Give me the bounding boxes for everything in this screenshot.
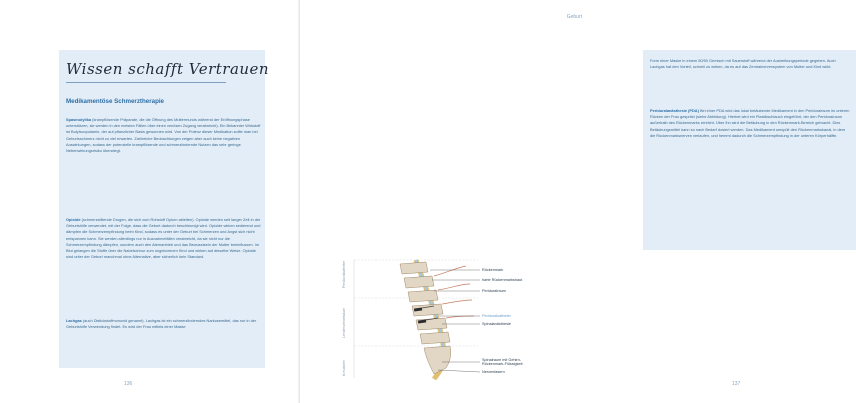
paragraph-text: Bei einer PDA wird das lokal betäubende Medikament in den Periduralraum im unteren Rücken der Frau gespritzt (siehe Abbildung). Hierbei wird ein Plastikschlauch eingeführt, der den Periduralraum außerhalb des Rückenmarks erreicht. Über ihn wird die Betäubung in den Rückenmark-Bereich gebracht. Dies Betäubungsmittel kann so nach Bedarf dosiert werden. Das Medikament umspült den Rückenmarkskanal, in dem die Rückenmarksnerven verlaufen, und hemmt dadurch die Schmerzempfindung in der unteren Körperhälfte. [650,108,850,138]
side-label-3: Kreuzbein [342,359,346,376]
page-number-right: 137 [732,381,741,387]
paragraph-lachgas [66,318,261,330]
paragraph-lead: Spasmolytika [66,117,92,122]
paragraph-lachgas-cont [650,58,850,70]
paragraph-text: Form einer Maske in einem 50/50 Gemisch mit Sauerstoff während der Austreibungsperiode gegeben. Auch Lachgas hat den Vorteil, schnell zu wirken, da es auf das Zentralnervensystem von Mutter und Kind wirkt. [650,58,836,70]
page-number-left: 136 [124,381,133,387]
label-periduralraum: Periduralraum [482,289,506,293]
left-page [0,0,300,403]
handwritten-title: Wissen schafft Vertrauen [66,60,270,78]
label-rueckenmark: Rückenmark [482,268,504,272]
paragraph-spasmolytika [66,117,261,154]
side-label-1: Periduralkatheter [342,260,346,288]
label-spinalanaesthesie: Spinalanästhesie [482,322,511,326]
paragraph-lead: Lachgas [66,318,82,323]
spine-illustration [338,258,568,380]
paragraph-lead: Opioide [66,217,81,222]
paragraph-pda [650,108,850,139]
paragraph-text: (schmerzstillende Drogen, die sich vom Rohstoff Opium ableiten). Opioide werden seit langer Zeit in der Geburtshilfe verwendet, mit der Folge, dass die Geburt dadurch beschleunigt wird. Opioide wirken sedierend und dämpfen die Schmerzempfindung beim Kind, sodass es unter der Geburt bei Schmerzen und Angst sich nicht entspannen kann. Sie werden allerdings nur in Ausnahmefällen verabreicht, da sie nicht nur die Schmerzempfindung dämpfen, sondern auch den Atemantrieb und das Bewusstsein der Mutter beeinflussen. Im Blut gelangen die Stoffe über die Nabelschnur zum ungeborenen Kind und wirken auf dieselbe Weise. Opioide sind unter der Geburt manchmal ohne Alternative, aber sicherlich kein Standard. [66,217,261,260]
paragraph-text: (krampflösende Präparate, die die Öffnung des Muttermunds während der Eröffnungsphase unterstützen, sie werden in den meisten Fällen über einen venösen Zugang verabreicht). Ein Bekannter Wirkstoff ist Butylscopolamin, der auf pflanzlicher Basis gewonnen wird. Von der Potenz dieser Medikation sollte man bei Geburtsschmerz nicht zu viel erwarten. Zahlreiche Beobachtungen zeigen aber auch keine negativen Auswirkungen, sodass der potenzielle krampflösende und schmerzlindernde Nutzen das sehr geringe Nebenwirkungsrisiko überwiegt. [66,117,261,154]
label-periduralkatheter: Periduralkatheter [482,314,511,318]
title-underline [66,82,226,83]
running-head: Geburt [566,14,582,20]
paragraph-text: (auch Distickstoffmonoxid genannt). Lachgas ist ein schmerzlinderndes Narkosemittel, das nur in der Geburtshilfe Verwendung findet. Es wird der Frau mittels einer Maske [66,318,257,330]
paragraph-lead: Periduralanästhesie (PDA) [650,108,699,113]
section-heading: Medikamentöse Schmerztherapie [66,98,165,105]
label-harte-rueckenmarkshaut: harte Rückenmarkshaut [482,278,523,282]
info-panel-right [643,50,856,250]
label-spinalraum: Spinalraum mit Gehirn-Rückenmark-Flüssigkeit [482,358,523,367]
paragraph-opioide [66,217,261,260]
side-label-2: Lendenwirbelsäule [342,308,346,338]
label-nervenfasern: Nervenfasern [482,370,505,374]
